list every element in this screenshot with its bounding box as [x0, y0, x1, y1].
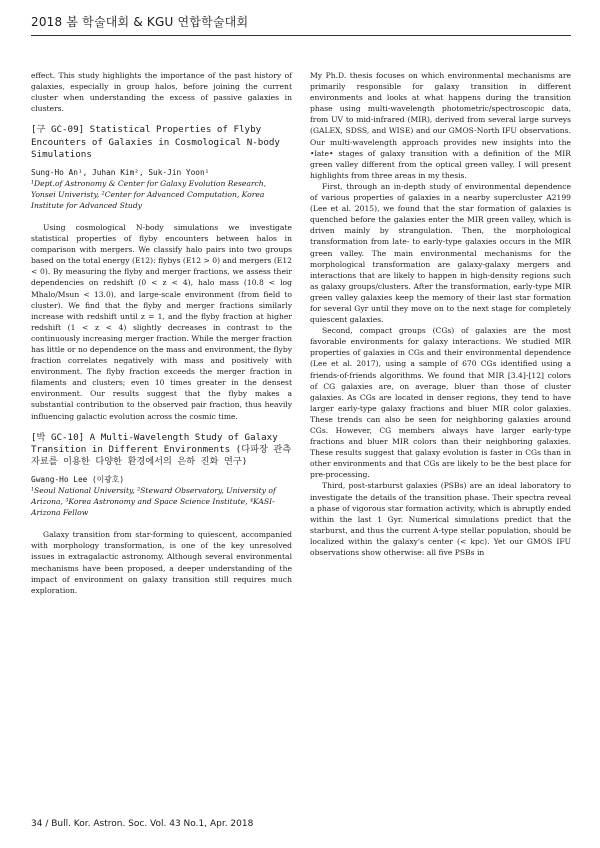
gc10-abstract-start: Galaxy transition from star-forming to quiescent, accompanied with morphology transformation, is one of the key unresolved issues in extragalactic astronomy. Although several environmental mechanisms have been proposed, a deeper understanding of the impact of environment on galaxy transition still requires much exploration. [31, 530, 292, 595]
gc10-affiliation: ¹Seoul National University, ²Steward Observatory, University of Arizona, ³Korea Astronomy and Space Science Institute, ⁴KASI-Arizona Fellow [31, 486, 276, 518]
gc09-affiliation: ¹Dept.of Astronomy & Center for Galaxy Evolution Research, Yonsei Univeristy, ²Center for Advanced Computation, Korea Institute for Advanced Study [31, 178, 267, 210]
thesis-paragraph-3: Second, compact groups (CGs) of galaxies are the most favorable environments for galaxy interactions. We studied MIR properties of galaxies in CGs and their environmental dependence (Lee et al. 2017), using a sample of 670 CGs identified using a friends-of-friends algorithms. We found that MIR [3.4]-[12] colors of CG galaxies are, on average, bluer than those of cluster galaxies. As CGs are located in denser regions, they tend to have larger early-type galaxy fractions and bluer MIR color galaxies. These trends can also be seen for neighboring galaxies around CGs. However, CG members always have larger early-type fractions and bluer MIR colors than their neighboring galaxies. These results suggest that galaxy evolution is faster in CGs than in other environments and that CGs are likely to be the best place for pre-processing. [310, 326, 571, 480]
gc10-authors: Gwang-Ho Lee (이광호) [31, 475, 125, 485]
thesis-paragraph-4: Third, post-starburst galaxies (PSBs) are an ideal laboratory to investigate the details of the transition phase. Their spectra reveal a phase of vigorous star formation activity, which is abruptly ended within the last 1 Gyr. Numerical simulations predict that the starburst, and thus the current A-type stellar population, should be localized within the galaxy's center (< kpc). Yet our GMOS IFU observations show otherwise: all five PSBs in [310, 481, 571, 558]
gc09-abstract: Using cosmological N-body simulations we investigate statistical properties of flyby encounters between halos in comparison with mergers. We classify halo pairs into two groups based on the total energy (E12): flybys (E12 > 0) and mergers (E12 < 0). By measuring the flyby and merger fractions, we assess their dependencies on redshift (0 < z < 4), halo mass (10.8 < log Mhalo/Msun < 13.0), and large-scale environment (from field to cluster). We find that the flyby and merger fractions similarly increase with redshift until z = 1, and the flyby fraction at higher redshift (1 < z < 4) slightly decreases in contrast to the continuously increasing merger fraction. While the merger fraction has little or no dependence on the mass and environment, the flyby fraction correlates negatively with mass and positively with environment. The flyby fraction exceeds the merger fraction in filaments and clusters; even 10 times greater in the densest environment. Our results suggest that the flyby makes a substantial contribution to the observed pair fraction, thus heavily influencing galactic evolution across the cosmic time. [31, 222, 292, 421]
header-rule [31, 35, 571, 36]
page-footer: 34 / Bull. Kor. Astron. Soc. Vol. 43 No.1, Apr. 2018 [31, 819, 254, 829]
left-column [31, 70, 292, 596]
gc09-title: [구 GC-09] Statistical Properties of Flyby Encounters of Galaxies in Cosmological N-body Simulations [31, 124, 280, 160]
thesis-paragraph-2: First, through an in-depth study of environmental dependence of various properties of galaxies in a nearby supercluster A2199 (Lee et al. 2015), we found that the star formation of galaxies is quenched before the galaxies enter the MIR green valley, which is driven mainly by strangulation. Then, the morphological transformation from late- to early-type galaxies occurs in the MIR green valley. The main environmental mechanisms for the morphological transformation are galaxy-galaxy mergers and interactions that are likely to happen in high-density regions such as galaxy groups/clusters. After the transformation, early-type MIR green valley galaxies keep the memory of their last star formation for several Gyr until they move on to the next stage for completely quiescent galaxies. [310, 181, 571, 325]
right-column [310, 70, 571, 558]
running-header: 2018 봄 학술대회 & KGU 연합학술대회 [31, 15, 249, 29]
intro-paragraph: effect. This study highlights the importance of the past history of galaxies, especially in group halos, before joining the current cluster when understanding the excess of passive galaxies in clusters. [31, 71, 292, 114]
gc09-authors: Sung-Ho An¹, Juhan Kim², Suk-Jin Yoon¹ [31, 167, 210, 177]
gc10-title: [박 GC-10] A Multi-Wavelength Study of Galaxy Transition in Different Environments (다파장 관측 자료를 이용한 다양한 환경에서의 은하 진화 연구) [31, 431, 292, 468]
thesis-paragraph-1: My Ph.D. thesis focuses on which environmental mechanisms are primarily responsible for galaxy transition in different environments and looks at what happens during the transition phase using multi-wavelength photometric/spectroscopic data, from UV to mid-infrared (MIR), derived from several large surveys (GALEX, SDSS, and WISE) and our GMOS-North IFU observations. Our multi-wavelength approach provides new insights into the •late• stages of galaxy transition with a definition of the MIR green valley different from the optical green valley. I will present highlights from three areas in my thesis. [310, 71, 571, 180]
